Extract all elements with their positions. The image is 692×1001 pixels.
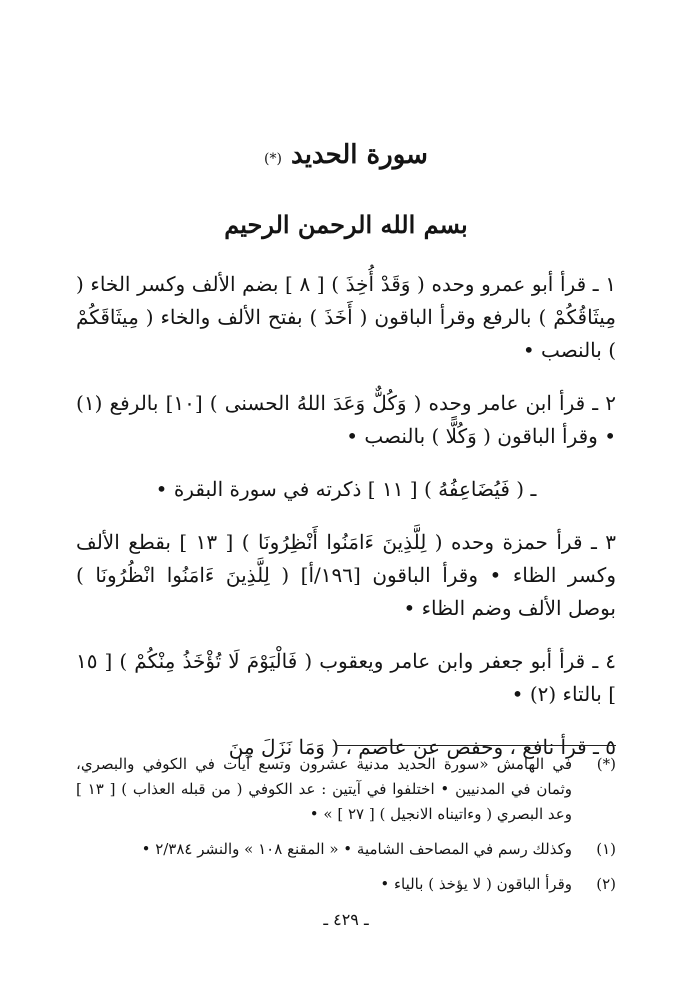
chapter-title-footnote-mark: (*) — [264, 151, 282, 167]
footnote-mark: (٢) — [596, 875, 616, 893]
chapter-title — [0, 140, 692, 170]
paragraph-1: ١ ـ قرأ أبو عمرو وحده ( وَقَدْ أُخِذَ ) [ ٨ ] بضم الألف وكسر الخاء ( مِيثَاقُكُمْ ) بالرفع وقرأ الباقون ( أَخَذَ ) بفتح الألف والخاء ( مِيثَاقَكُمْ ) بالنصب • — [76, 272, 616, 362]
paragraph-2: ٢ ـ قرأ ابن عامر وحده ( وَكُلٌّ وَعَدَ اللهُ الحسنى ) [١٠] بالرفع (١) • وقرأ الباقون ( وَكُلًّا ) بالنصب • — [76, 391, 616, 448]
footnote-text: وقرأ الباقون ( لا يؤخذ ) بالياء • — [380, 875, 572, 893]
footnote-mark: (١) — [596, 840, 616, 858]
paragraph-4: ٣ ـ قرأ حمزة وحده ( لِلَّذِينَ ءَامَنُوا أَنْظِرُونَا ) [ ١٣ ] بقطع الألف وكسر الظاء • وقرأ الباقون [١٩٦/أ] ( لِلَّذِينَ ءَامَنُوا انْظُرُونَا ) بوصل الألف وضم الظاء • — [76, 530, 616, 620]
footnote — [76, 752, 616, 827]
basmala: بسم الله الرحمن الرحيم — [224, 210, 468, 239]
footnote-text: وكذلك رسم في المصاحف الشامية • « المقنع ١٠٨ » والنشر ٢/٣٨٤ • — [141, 840, 572, 858]
footnote — [76, 872, 616, 897]
footnote-text: في الهامش «سورة الحديد مدنية عشرون وتسع آيات في الكوفي والبصري، وثمان في المدنيين • اختلفوا في آيتين : عد الكوفي ( من قبله العذاب ) [ ١٣ ] وعد البصري ( وءاتيناه الانجيل ) [ ٢٧ ] » • — [76, 755, 572, 823]
footnote-divider — [336, 745, 616, 746]
footnote — [76, 837, 616, 862]
footnotes — [76, 752, 616, 907]
page-number: ـ ٤٢٩ ـ — [323, 910, 369, 929]
footnote-mark: (*) — [596, 755, 616, 773]
paragraph-6: ٥ ـ قرأ نافع ، وحفص عن عاصم ، ( وَمَا نَزَلَ مِنَ — [228, 735, 616, 759]
main-text — [76, 268, 616, 784]
paragraph-3: ـ ( فَيُضَاعِفُهُ ) [ ١١ ] ذكرته في سورة البقرة • — [155, 477, 537, 501]
paragraph-5: ٤ ـ قرأ أبو جعفر وابن عامر ويعقوب ( فَالْيَوْمَ لَا تُؤْخَذُ مِنْكُمْ ) [ ١٥ ] بالتاء (٢) • — [76, 649, 616, 706]
chapter-title-text: سورة الحديد — [291, 140, 428, 170]
